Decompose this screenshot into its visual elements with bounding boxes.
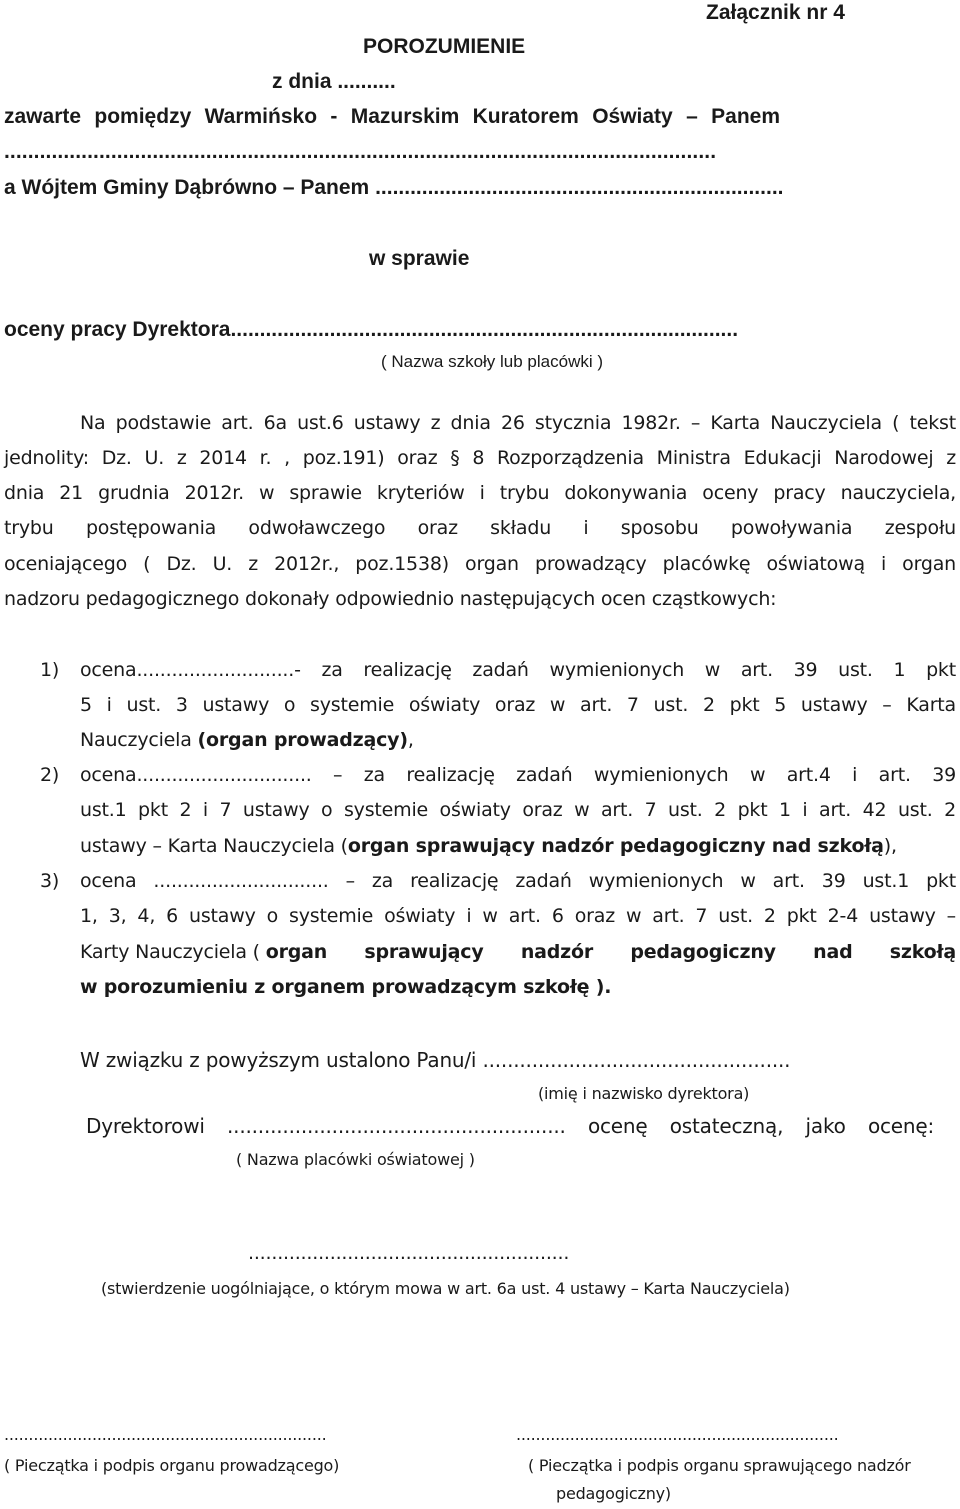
- parties-line-2: a Wójtem Gminy Dąbrówno – Panem ......................................................................: [4, 176, 784, 199]
- final-statement-caption: (stwierdzenie uogólniające, o którym mowa w art. 6a ust. 4 ustawy – Karta Nauczyciela): [101, 1279, 790, 1298]
- item-3-line-1: ocena .............................. – za realizację zadań wymienionych w art. 39 ust.1 pkt: [80, 870, 956, 892]
- left-signature-dots: ..................................................................: [4, 1425, 327, 1444]
- item-number: 3): [40, 870, 60, 892]
- item-1-end: ,: [407, 729, 414, 751]
- conclusion-line-2: Dyrektorowi ....................................................... ocenę ostateczną, jako ocenę:: [86, 1114, 934, 1138]
- assessment-line: oceny pracy Dyrektora.......................................................................................: [4, 318, 739, 341]
- item-1-line-2: 5 i ust. 3 ustawy o systemie oświaty oraz w art. 7 ust. 2 pkt 5 ustawy – Karta: [80, 694, 956, 716]
- item-number: 2): [40, 764, 60, 786]
- left-signature-caption: ( Pieczątka i podpis organu prowadzącego): [4, 1456, 340, 1475]
- document-title: POROZUMIENIE: [363, 35, 526, 58]
- institution-caption: ( Nazwa placówki oświatowej ): [236, 1150, 475, 1169]
- school-name-caption: ( Nazwa szkoły lub placówki ): [381, 352, 604, 371]
- item-1-organ: (organ prowadzący): [197, 729, 408, 751]
- right-signature-dots: ..................................................................: [516, 1425, 839, 1444]
- item-1-line-1: ocena...........................- za realizację zadań wymienionych w art. 39 ust. 1 pkt: [80, 659, 956, 681]
- right-signature-caption: ( Pieczątka i podpis organu sprawującego nadzór: [528, 1456, 911, 1475]
- subject-label: w sprawie: [369, 247, 470, 270]
- basis-line-3: dnia 21 grudnia 2012r. w sprawie kryteriów i trybu dokonywania oceny pracy nauczyciela,: [4, 482, 956, 504]
- item-number: 1): [40, 659, 60, 681]
- basis-line-6: nadzoru pedagogicznego dokonały odpowiednio następujących ocen cząstkowych:: [4, 588, 777, 610]
- item-2-text: ustawy – Karta Nauczyciela (: [80, 835, 348, 857]
- director-name-caption: (imię i nazwisko dyrektora): [538, 1084, 750, 1103]
- basis-line-2: jednolity: Dz. U. z 2014 r. , poz.191) oraz § 8 Rozporządzenia Ministra Edukacji Narodowej z: [4, 447, 956, 469]
- item-2-line-1: ocena.............................. – za realizację zadań wymienionych w art.4 i art. 39: [80, 764, 956, 786]
- right-signature-caption-cont: pedagogiczny): [556, 1484, 671, 1503]
- item-2-end: ),: [883, 835, 897, 857]
- item-3-line-4: w porozumieniu z organem prowadzącym szkołę ).: [80, 976, 612, 998]
- parties-line-1: zawarte pomiędzy Warmińsko - Mazurskim Kuratorem Oświaty – Panem: [4, 105, 780, 128]
- item-3-line-2: 1, 3, 4, 6 ustawy o systemie oświaty i w art. 6 oraz w art. 7 ust. 2 pkt 2-4 ustawy –: [80, 905, 956, 927]
- item-1-line-3: [80, 729, 414, 751]
- item-1-text: Nauczyciela: [80, 729, 198, 751]
- item-3-line-3: [80, 941, 956, 963]
- item-3-organ: organ sprawujący nadzór pedagogiczny nad szkołą: [265, 941, 956, 963]
- item-2-line-2: ust.1 pkt 2 i 7 ustawy o systemie oświaty oraz w art. 7 ust. 2 pkt 1 i art. 42 ust. 2: [80, 799, 956, 821]
- basis-line-1: Na podstawie art. 6a ust.6 ustawy z dnia 26 stycznia 1982r. – Karta Nauczyciela ( tekst: [80, 412, 956, 434]
- item-2-line-3: [80, 835, 897, 857]
- conclusion-line-1: W związku z powyższym ustalono Panu/i ..................................................: [80, 1048, 791, 1072]
- final-statement-dots: .......................................................: [248, 1242, 570, 1264]
- parties-dots: ........................................................................................................................: [4, 140, 717, 163]
- date-line: z dnia ..........: [272, 70, 396, 93]
- annex-label: Załącznik nr 4: [706, 1, 845, 24]
- item-3-text: Karty Nauczyciela (: [80, 941, 266, 963]
- basis-line-4: trybu postępowania odwoławczego oraz składu i sposobu powoływania zespołu: [4, 517, 956, 539]
- item-2-organ: organ sprawujący nadzór pedagogiczny nad szkołą: [347, 835, 884, 857]
- basis-line-5: oceniającego ( Dz. U. z 2012r., poz.1538) organ prowadzący placówkę oświatową i organ: [4, 553, 956, 575]
